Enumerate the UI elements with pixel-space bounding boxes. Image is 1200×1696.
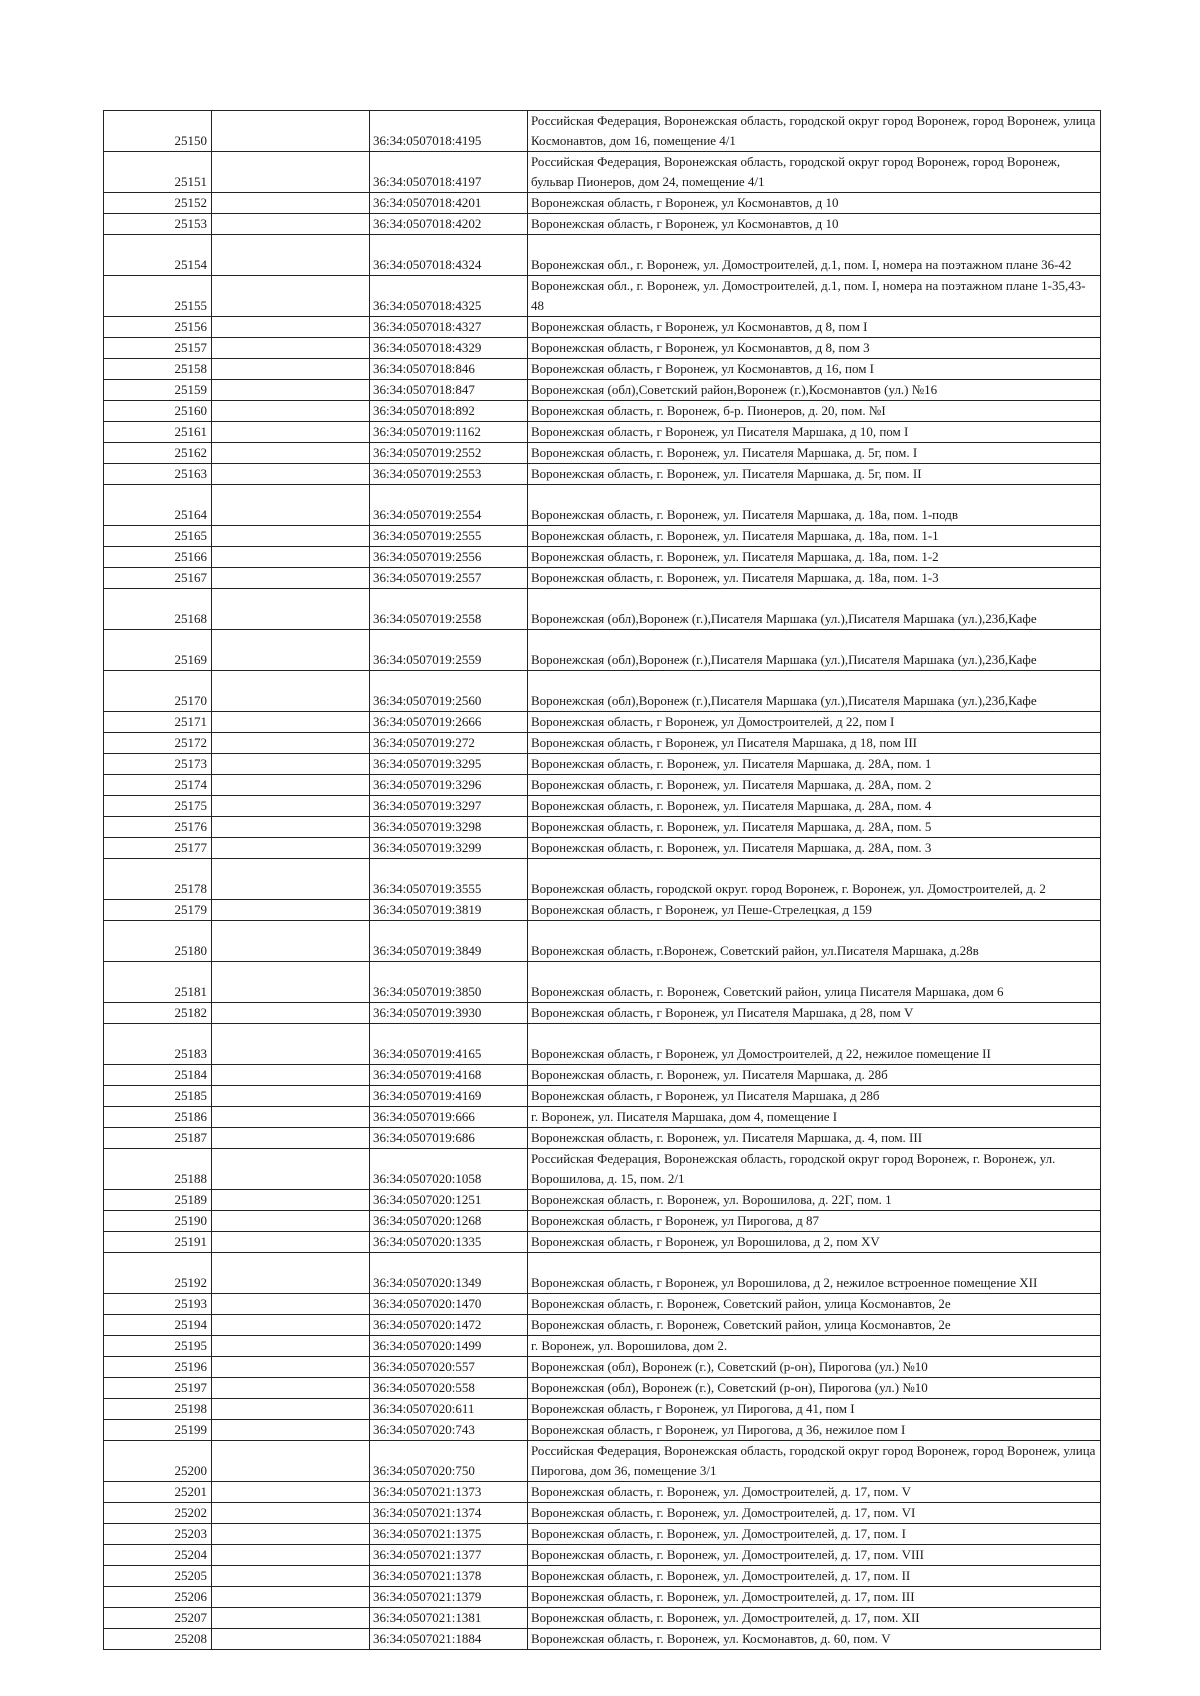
table-row [104, 1232, 1101, 1253]
cadastral-number: 36:34:0507021:1884 [370, 1629, 528, 1650]
address: Воронежская область, г Воронеж, ул Пирогова, д 41, пом I [528, 1399, 1101, 1420]
address: Воронежская область, г. Воронеж, ул. Писателя Маршака, д. 28А, пом. 3 [528, 838, 1101, 859]
row-number: 25197 [104, 1378, 212, 1399]
cadastral-number: 36:34:0507018:4202 [370, 214, 528, 235]
row-number: 25153 [104, 214, 212, 235]
table-row [104, 1294, 1101, 1315]
table-row [104, 1482, 1101, 1503]
row-number: 25163 [104, 464, 212, 485]
table-row [104, 1524, 1101, 1545]
empty-cell [212, 1315, 370, 1336]
table-row [104, 317, 1101, 338]
table-row [104, 754, 1101, 775]
table-row [104, 1357, 1101, 1378]
row-number: 25152 [104, 193, 212, 214]
cadastral-number: 36:34:0507018:4197 [370, 152, 528, 193]
address: Воронежская (обл), Воронеж (г.), Советский (р-он), Пирогова (ул.) №10 [528, 1357, 1101, 1378]
address: Воронежская область, г Воронеж, ул Ворошилова, д 2, пом XV [528, 1232, 1101, 1253]
empty-cell [212, 1086, 370, 1107]
address: Воронежская область, г. Воронеж, ул. Писателя Маршака, д. 28А, пом. 5 [528, 817, 1101, 838]
row-number: 25198 [104, 1399, 212, 1420]
row-number: 25165 [104, 526, 212, 547]
table-row [104, 1587, 1101, 1608]
empty-cell [212, 859, 370, 900]
row-number: 25208 [104, 1629, 212, 1650]
address: Воронежская область, г. Воронеж, ул. Писателя Маршака, д. 5г, пом. II [528, 464, 1101, 485]
row-number: 25189 [104, 1190, 212, 1211]
empty-cell [212, 962, 370, 1003]
row-number: 25155 [104, 276, 212, 317]
property-table [103, 110, 1101, 1650]
table-row [104, 796, 1101, 817]
row-number: 25171 [104, 712, 212, 733]
address: Воронежская область, г. Воронеж, ул. Писателя Маршака, д. 28А, пом. 1 [528, 754, 1101, 775]
cadastral-number: 36:34:0507021:1373 [370, 1482, 528, 1503]
address: Воронежская область, г. Воронеж, б-р. Пионеров, д. 20, пом. №I [528, 401, 1101, 422]
address: Воронежская область, г. Воронеж, ул. Писателя Маршака, д. 18а, пом. 1-1 [528, 526, 1101, 547]
empty-cell [212, 1065, 370, 1086]
empty-cell [212, 589, 370, 630]
empty-cell [212, 1128, 370, 1149]
cadastral-number: 36:34:0507019:3298 [370, 817, 528, 838]
address: Воронежская область, г. Воронеж, ул. Домостроителей, д. 17, пом. VIII [528, 1545, 1101, 1566]
table-row [104, 1086, 1101, 1107]
empty-cell [212, 359, 370, 380]
cadastral-number: 36:34:0507019:2558 [370, 589, 528, 630]
empty-cell [212, 1524, 370, 1545]
empty-cell [212, 817, 370, 838]
row-number: 25203 [104, 1524, 212, 1545]
cadastral-number: 36:34:0507020:743 [370, 1420, 528, 1441]
address: г. Воронеж, ул. Писателя Маршака, дом 4, помещение I [528, 1107, 1101, 1128]
empty-cell [212, 547, 370, 568]
cadastral-number: 36:34:0507019:4165 [370, 1024, 528, 1065]
row-number: 25179 [104, 900, 212, 921]
table-row [104, 1149, 1101, 1190]
address: Воронежская обл., г. Воронеж, ул. Домостроителей, д.1, пом. I, номера на поэтажном плане 36-42 [528, 235, 1101, 276]
cadastral-number: 36:34:0507019:686 [370, 1128, 528, 1149]
row-number: 25180 [104, 921, 212, 962]
cadastral-number: 36:34:0507019:2666 [370, 712, 528, 733]
document-page [103, 110, 1100, 1650]
table-row [104, 401, 1101, 422]
table-row [104, 443, 1101, 464]
row-number: 25175 [104, 796, 212, 817]
row-number: 25201 [104, 1482, 212, 1503]
empty-cell [212, 1420, 370, 1441]
cadastral-number: 36:34:0507018:4327 [370, 317, 528, 338]
address: Воронежская область, г Воронеж, ул Космонавтов, д 8, пом I [528, 317, 1101, 338]
table-row [104, 589, 1101, 630]
table-row [104, 1566, 1101, 1587]
cadastral-number: 36:34:0507020:1472 [370, 1315, 528, 1336]
cadastral-number: 36:34:0507019:4169 [370, 1086, 528, 1107]
table-row [104, 214, 1101, 235]
table-row [104, 380, 1101, 401]
empty-cell [212, 775, 370, 796]
address: Воронежская область, г Воронеж, ул Писателя Маршака, д 18, пом III [528, 733, 1101, 754]
address: Воронежская область, г. Воронеж, ул. Писателя Маршака, д. 18а, пом. 1-подв [528, 485, 1101, 526]
empty-cell [212, 1399, 370, 1420]
address: Воронежская область, г. Воронеж, ул. Писателя Маршака, д. 18а, пом. 1-3 [528, 568, 1101, 589]
empty-cell [212, 526, 370, 547]
address: Воронежская область, г Воронеж, ул Писателя Маршака, д 10, пом I [528, 422, 1101, 443]
empty-cell [212, 733, 370, 754]
address: Российская Федерация, Воронежская область, городской округ город Воронеж, город Воронеж, улица Космонавтов, дом 16, помещение 4/1 [528, 111, 1101, 152]
row-number: 25204 [104, 1545, 212, 1566]
address: Воронежская область, г Воронеж, ул Пирогова, д 36, нежилое пом I [528, 1420, 1101, 1441]
cadastral-number: 36:34:0507019:3297 [370, 796, 528, 817]
address: Воронежская область, г. Воронеж, ул. Ворошилова, д. 22Г, пом. 1 [528, 1190, 1101, 1211]
cadastral-number: 36:34:0507020:750 [370, 1441, 528, 1482]
empty-cell [212, 422, 370, 443]
empty-cell [212, 1608, 370, 1629]
row-number: 25190 [104, 1211, 212, 1232]
table-row [104, 630, 1101, 671]
table-row [104, 235, 1101, 276]
table-row [104, 1629, 1101, 1650]
table-row [104, 1378, 1101, 1399]
empty-cell [212, 671, 370, 712]
address: Воронежская (обл),Воронеж (г.),Писателя Маршака (ул.),Писателя Маршака (ул.),23б,Кафе [528, 589, 1101, 630]
address: Воронежская (обл),Воронеж (г.),Писателя Маршака (ул.),Писателя Маршака (ул.),23б,Кафе [528, 630, 1101, 671]
table-row [104, 712, 1101, 733]
row-number: 25184 [104, 1065, 212, 1086]
table-row [104, 1065, 1101, 1086]
empty-cell [212, 214, 370, 235]
empty-cell [212, 1232, 370, 1253]
row-number: 25186 [104, 1107, 212, 1128]
empty-cell [212, 1378, 370, 1399]
row-number: 25200 [104, 1441, 212, 1482]
empty-cell [212, 1024, 370, 1065]
address: Воронежская область, г Воронеж, ул Писателя Маршака, д 28, пом V [528, 1003, 1101, 1024]
table-row [104, 422, 1101, 443]
row-number: 25205 [104, 1566, 212, 1587]
table-row [104, 1441, 1101, 1482]
address: Воронежская область, г. Воронеж, ул. Писателя Маршака, д. 4, пом. III [528, 1128, 1101, 1149]
address: Воронежская область, г Воронеж, ул Пирогова, д 87 [528, 1211, 1101, 1232]
address: Воронежская (обл), Воронеж (г.), Советский (р-он), Пирогова (ул.) №10 [528, 1378, 1101, 1399]
empty-cell [212, 1503, 370, 1524]
row-number: 25193 [104, 1294, 212, 1315]
address: Воронежская область, г.Воронеж, Советский район, ул.Писателя Маршака, д.28в [528, 921, 1101, 962]
table-row [104, 733, 1101, 754]
empty-cell [212, 111, 370, 152]
empty-cell [212, 380, 370, 401]
address: Воронежская область, г Воронеж, ул Космонавтов, д 16, пом I [528, 359, 1101, 380]
row-number: 25168 [104, 589, 212, 630]
table-row [104, 1253, 1101, 1294]
cadastral-number: 36:34:0507018:4329 [370, 338, 528, 359]
table-row [104, 1190, 1101, 1211]
row-number: 25166 [104, 547, 212, 568]
cadastral-number: 36:34:0507019:2560 [370, 671, 528, 712]
table-row [104, 485, 1101, 526]
table-row [104, 962, 1101, 1003]
row-number: 25170 [104, 671, 212, 712]
cadastral-number: 36:34:0507018:4201 [370, 193, 528, 214]
cadastral-number: 36:34:0507019:2555 [370, 526, 528, 547]
row-number: 25188 [104, 1149, 212, 1190]
empty-cell [212, 485, 370, 526]
address: Воронежская область, г. Воронеж, ул. Писателя Маршака, д. 28А, пом. 2 [528, 775, 1101, 796]
table-row [104, 1420, 1101, 1441]
table-row [104, 1336, 1101, 1357]
address: Воронежская область, г. Воронеж, ул. Домостроителей, д. 17, пом. XII [528, 1608, 1101, 1629]
cadastral-number: 36:34:0507019:1162 [370, 422, 528, 443]
cadastral-number: 36:34:0507020:558 [370, 1378, 528, 1399]
address: Воронежская (обл),Воронеж (г.),Писателя Маршака (ул.),Писателя Маршака (ул.),23б,Кафе [528, 671, 1101, 712]
table-row [104, 775, 1101, 796]
empty-cell [212, 276, 370, 317]
table-row [104, 1399, 1101, 1420]
cadastral-number: 36:34:0507019:2556 [370, 547, 528, 568]
empty-cell [212, 1294, 370, 1315]
row-number: 25167 [104, 568, 212, 589]
cadastral-number: 36:34:0507019:2554 [370, 485, 528, 526]
empty-cell [212, 1482, 370, 1503]
table-row [104, 921, 1101, 962]
row-number: 25199 [104, 1420, 212, 1441]
address: Воронежская область, г. Воронеж, ул. Космонавтов, д. 60, пом. V [528, 1629, 1101, 1650]
address: Воронежская область, городской округ. город Воронеж, г. Воронеж, ул. Домостроителей, д. 2 [528, 859, 1101, 900]
table-row [104, 1003, 1101, 1024]
address: г. Воронеж, ул. Ворошилова, дом 2. [528, 1336, 1101, 1357]
cadastral-number: 36:34:0507019:4168 [370, 1065, 528, 1086]
table-row [104, 1128, 1101, 1149]
empty-cell [212, 235, 370, 276]
table-row [104, 276, 1101, 317]
address: Воронежская область, г Воронеж, ул Домостроителей, д 22, пом I [528, 712, 1101, 733]
empty-cell [212, 401, 370, 422]
empty-cell [212, 464, 370, 485]
cadastral-number: 36:34:0507021:1377 [370, 1545, 528, 1566]
address: Воронежская область, г. Воронеж, Советский район, улица Писателя Маршака, дом 6 [528, 962, 1101, 1003]
address: Воронежская область, г. Воронеж, ул. Домостроителей, д. 17, пом. VI [528, 1503, 1101, 1524]
cadastral-number: 36:34:0507019:3930 [370, 1003, 528, 1024]
address: Воронежская область, г Воронеж, ул Ворошилова, д 2, нежилое встроенное помещение XII [528, 1253, 1101, 1294]
cadastral-number: 36:34:0507020:1349 [370, 1253, 528, 1294]
table-row [104, 1315, 1101, 1336]
row-number: 25169 [104, 630, 212, 671]
cadastral-number: 36:34:0507020:557 [370, 1357, 528, 1378]
cadastral-number: 36:34:0507021:1375 [370, 1524, 528, 1545]
row-number: 25182 [104, 1003, 212, 1024]
address: Воронежская область, г. Воронеж, ул. Домостроителей, д. 17, пом. V [528, 1482, 1101, 1503]
empty-cell [212, 443, 370, 464]
cadastral-number: 36:34:0507020:1499 [370, 1336, 528, 1357]
row-number: 25160 [104, 401, 212, 422]
cadastral-number: 36:34:0507019:3299 [370, 838, 528, 859]
row-number: 25174 [104, 775, 212, 796]
table-row [104, 671, 1101, 712]
empty-cell [212, 1587, 370, 1608]
cadastral-number: 36:34:0507020:1268 [370, 1211, 528, 1232]
row-number: 25194 [104, 1315, 212, 1336]
row-number: 25187 [104, 1128, 212, 1149]
table-row [104, 817, 1101, 838]
empty-cell [212, 152, 370, 193]
address: Воронежская обл., г. Воронеж, ул. Домостроителей, д.1, пом. I, номера на поэтажном плане 1-35,43-48 [528, 276, 1101, 317]
table-row [104, 1024, 1101, 1065]
table-row [104, 547, 1101, 568]
cadastral-number: 36:34:0507020:611 [370, 1399, 528, 1420]
row-number: 25158 [104, 359, 212, 380]
cadastral-number: 36:34:0507019:3555 [370, 859, 528, 900]
row-number: 25206 [104, 1587, 212, 1608]
empty-cell [212, 712, 370, 733]
cadastral-number: 36:34:0507021:1379 [370, 1587, 528, 1608]
table-row [104, 568, 1101, 589]
row-number: 25157 [104, 338, 212, 359]
row-number: 25177 [104, 838, 212, 859]
empty-cell [212, 754, 370, 775]
cadastral-number: 36:34:0507020:1251 [370, 1190, 528, 1211]
cadastral-number: 36:34:0507020:1470 [370, 1294, 528, 1315]
cadastral-number: 36:34:0507018:847 [370, 380, 528, 401]
empty-cell [212, 1566, 370, 1587]
table-row [104, 859, 1101, 900]
row-number: 25150 [104, 111, 212, 152]
row-number: 25183 [104, 1024, 212, 1065]
empty-cell [212, 193, 370, 214]
row-number: 25195 [104, 1336, 212, 1357]
row-number: 25156 [104, 317, 212, 338]
table-row [104, 900, 1101, 921]
row-number: 25154 [104, 235, 212, 276]
cadastral-number: 36:34:0507019:3850 [370, 962, 528, 1003]
empty-cell [212, 921, 370, 962]
row-number: 25176 [104, 817, 212, 838]
table-row [104, 193, 1101, 214]
table-row [104, 111, 1101, 152]
row-number: 25164 [104, 485, 212, 526]
row-number: 25207 [104, 1608, 212, 1629]
cadastral-number: 36:34:0507019:2553 [370, 464, 528, 485]
table-body [104, 111, 1101, 1650]
empty-cell [212, 1629, 370, 1650]
cadastral-number: 36:34:0507018:4325 [370, 276, 528, 317]
address: Воронежская область, г. Воронеж, Советский район, улица Космонавтов, 2е [528, 1294, 1101, 1315]
row-number: 25181 [104, 962, 212, 1003]
empty-cell [212, 1003, 370, 1024]
cadastral-number: 36:34:0507019:3295 [370, 754, 528, 775]
empty-cell [212, 568, 370, 589]
cadastral-number: 36:34:0507021:1374 [370, 1503, 528, 1524]
empty-cell [212, 630, 370, 671]
cadastral-number: 36:34:0507019:3849 [370, 921, 528, 962]
row-number: 25185 [104, 1086, 212, 1107]
address: Воронежская область, г. Воронеж, ул. Писателя Маршака, д. 18а, пом. 1-2 [528, 547, 1101, 568]
table-row [104, 1503, 1101, 1524]
row-number: 25196 [104, 1357, 212, 1378]
cadastral-number: 36:34:0507020:1058 [370, 1149, 528, 1190]
empty-cell [212, 796, 370, 817]
cadastral-number: 36:34:0507019:3819 [370, 900, 528, 921]
table-row [104, 464, 1101, 485]
address: Воронежская область, г. Воронеж, ул. Домостроителей, д. 17, пом. I [528, 1524, 1101, 1545]
cadastral-number: 36:34:0507018:4324 [370, 235, 528, 276]
address: Воронежская (обл),Советский район,Воронеж (г.),Космонавтов (ул.) №16 [528, 380, 1101, 401]
address: Воронежская область, г. Воронеж, ул. Писателя Маршака, д. 28б [528, 1065, 1101, 1086]
table-row [104, 152, 1101, 193]
empty-cell [212, 1336, 370, 1357]
cadastral-number: 36:34:0507021:1381 [370, 1608, 528, 1629]
cadastral-number: 36:34:0507020:1335 [370, 1232, 528, 1253]
address: Воронежская область, г. Воронеж, ул. Писателя Маршака, д. 5г, пом. I [528, 443, 1101, 464]
empty-cell [212, 838, 370, 859]
table-row [104, 359, 1101, 380]
address: Воронежская область, г Воронеж, ул Космонавтов, д 10 [528, 193, 1101, 214]
row-number: 25172 [104, 733, 212, 754]
table-row [104, 1545, 1101, 1566]
address: Воронежская область, г Воронеж, ул Писателя Маршака, д 28б [528, 1086, 1101, 1107]
row-number: 25202 [104, 1503, 212, 1524]
cadastral-number: 36:34:0507019:2557 [370, 568, 528, 589]
address: Воронежская область, г. Воронеж, ул. Домостроителей, д. 17, пом. III [528, 1587, 1101, 1608]
cadastral-number: 36:34:0507018:892 [370, 401, 528, 422]
address: Воронежская область, г. Воронеж, ул. Писателя Маршака, д. 28А, пом. 4 [528, 796, 1101, 817]
table-row [104, 1211, 1101, 1232]
table-row [104, 338, 1101, 359]
empty-cell [212, 1357, 370, 1378]
cadastral-number: 36:34:0507019:272 [370, 733, 528, 754]
address: Российская Федерация, Воронежская область, городской округ город Воронеж, г. Воронеж, ул. Ворошилова, д. 15, пом. 2/1 [528, 1149, 1101, 1190]
address: Воронежская область, г. Воронеж, ул. Домостроителей, д. 17, пом. II [528, 1566, 1101, 1587]
row-number: 25191 [104, 1232, 212, 1253]
cadastral-number: 36:34:0507018:846 [370, 359, 528, 380]
address: Воронежская область, г. Воронеж, Советский район, улица Космонавтов, 2е [528, 1315, 1101, 1336]
address: Воронежская область, г Воронеж, ул Космонавтов, д 10 [528, 214, 1101, 235]
address: Российская Федерация, Воронежская область, городской округ город Воронеж, город Воронеж, улица Пирогова, дом 36, помещение 3/1 [528, 1441, 1101, 1482]
cadastral-number: 36:34:0507021:1378 [370, 1566, 528, 1587]
table-row [104, 838, 1101, 859]
cadastral-number: 36:34:0507019:2559 [370, 630, 528, 671]
empty-cell [212, 338, 370, 359]
address: Воронежская область, г Воронеж, ул Домостроителей, д 22, нежилое помещение II [528, 1024, 1101, 1065]
empty-cell [212, 317, 370, 338]
address: Воронежская область, г Воронеж, ул Космонавтов, д 8, пом 3 [528, 338, 1101, 359]
address: Воронежская область, г Воронеж, ул Пеше-Стрелецкая, д 159 [528, 900, 1101, 921]
row-number: 25161 [104, 422, 212, 443]
row-number: 25192 [104, 1253, 212, 1294]
cadastral-number: 36:34:0507018:4195 [370, 111, 528, 152]
row-number: 25151 [104, 152, 212, 193]
cadastral-number: 36:34:0507019:3296 [370, 775, 528, 796]
row-number: 25162 [104, 443, 212, 464]
empty-cell [212, 1190, 370, 1211]
row-number: 25178 [104, 859, 212, 900]
empty-cell [212, 1441, 370, 1482]
table-row [104, 1608, 1101, 1629]
cadastral-number: 36:34:0507019:2552 [370, 443, 528, 464]
empty-cell [212, 1107, 370, 1128]
row-number: 25173 [104, 754, 212, 775]
empty-cell [212, 1253, 370, 1294]
empty-cell [212, 1149, 370, 1190]
empty-cell [212, 1211, 370, 1232]
table-row [104, 1107, 1101, 1128]
address: Российская Федерация, Воронежская область, городской округ город Воронеж, город Воронеж, бульвар Пионеров, дом 24, помещение 4/1 [528, 152, 1101, 193]
empty-cell [212, 900, 370, 921]
empty-cell [212, 1545, 370, 1566]
table-row [104, 526, 1101, 547]
cadastral-number: 36:34:0507019:666 [370, 1107, 528, 1128]
row-number: 25159 [104, 380, 212, 401]
